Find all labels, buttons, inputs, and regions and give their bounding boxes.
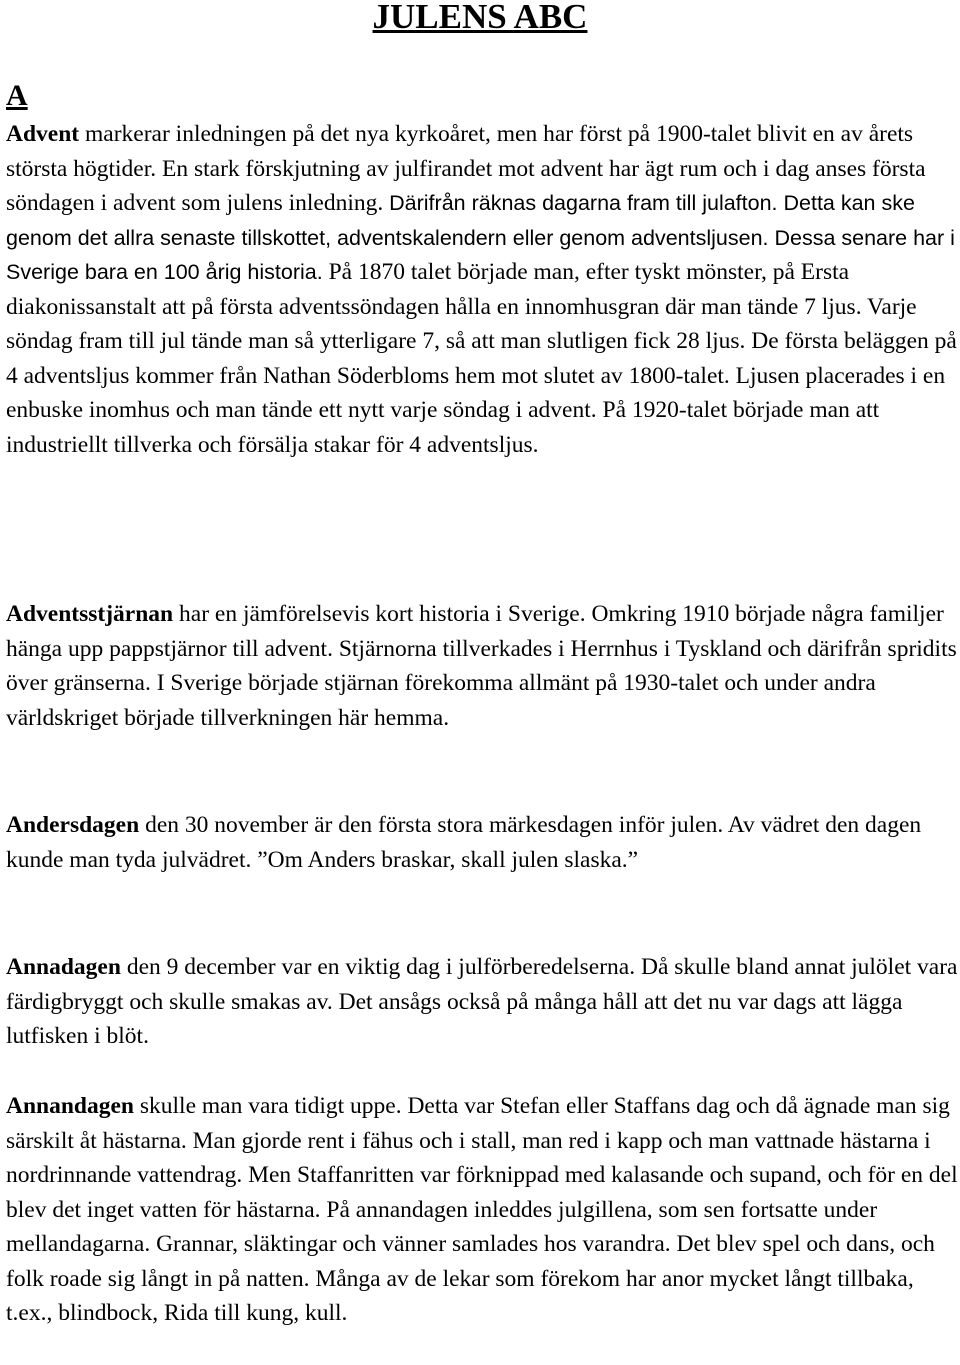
entry-annandagen	[6, 1089, 958, 1331]
section-letter: A	[6, 79, 28, 112]
entry-term: Adventsstjärnan	[6, 601, 174, 627]
entry-text-sans: Därifrån räknas dagarna fram till julafton. Detta kan ske genom det allra senaste tillskottet, adventskalendern eller genom adventsljusen. Dessa senare har i Sverige bara en 100 årig historia.	[6, 191, 955, 284]
entry-text: har en jämförelsevis kort historia i Sverige. Omkring 1910 började några familjer hänga upp pappstjärnor till advent. Stjärnorna tillverkades i Herrnhus i Tyskland och därifrån spridits över gränserna. I Sverige började stjärnan förekomma allmänt på 1930-talet och under andra världskriget började tillverkningen här hemma.	[6, 601, 957, 731]
entry-text: skulle man vara tidigt uppe. Detta var Stefan eller Staffans dag och då ägnade man sig särskilt åt hästarna. Man gjorde rent i fähus och i stall, man red i kapp och man vattnade hästarna i nordrinnande vattendrag. Men Staffanritten var förknippad med kalasande och supand, och för en del blev det inget vatten för hästarna. På annandagen inleddes julgillena, som sen fortsatte under mellandagarna. Grannar, släktingar och vänner samlades hos varandra. Det blev spel och dans, och folk roade sig långt in på natten. Många av de lekar som förekom har anor mycket långt tillbaka, t.ex., blindbock, Rida till kung, kull.	[6, 1093, 958, 1326]
entry-term: Annadagen	[6, 954, 121, 980]
entry-text: På 1870 talet började man, efter tyskt mönster, på Ersta diakonissanstalt att på första adventssöndagen hålla en innomhusgran där man tände 7 ljus. Varje söndag fram till jul tände man så ytterligare 7, så att man slutligen fick 28 ljus. De första beläggen på 4 adventsljus kommer från Nathan Söderbloms hem mot slutet av 1800-talet. Ljusen placerades i en enbuske inomhus och man tände ett nytt varje söndag i advent. På 1920-talet började man att industriellt tillverka och försälja stakar för 4 adventsljus.	[6, 259, 957, 458]
entry-term: Andersdagen	[6, 812, 140, 838]
entry-adventsstjarnan	[6, 597, 958, 735]
document-title: JULENS ABC	[372, 0, 588, 36]
entry-term: Advent	[6, 121, 80, 147]
entry-text: markerar inledningen på det nya kyrkoåret, men har först på 1900-talet blivit en av årets största högtider. En stark förskjutning av julfirandet mot advent har ägt rum och i dag anses första söndagen i advent som julens inledning.	[6, 121, 926, 216]
entry-text: den 30 november är den första stora märkesdagen inför julen. Av vädret den dagen kunde man tyda julvädret. ”Om Anders braskar, skall julen slaska.”	[6, 812, 922, 873]
entry-advent	[6, 117, 958, 462]
entry-annadagen	[6, 950, 958, 1054]
entry-text: den 9 december var en viktig dag i julförberedelserna. Då skulle bland annat julölet vara färdigbryggt och skulle smakas av. Det ansågs också på många håll att det nu var dags att lägga lutfisken i blöt.	[6, 954, 958, 1049]
entry-andersdagen	[6, 808, 958, 877]
entry-term: Annandagen	[6, 1093, 134, 1119]
